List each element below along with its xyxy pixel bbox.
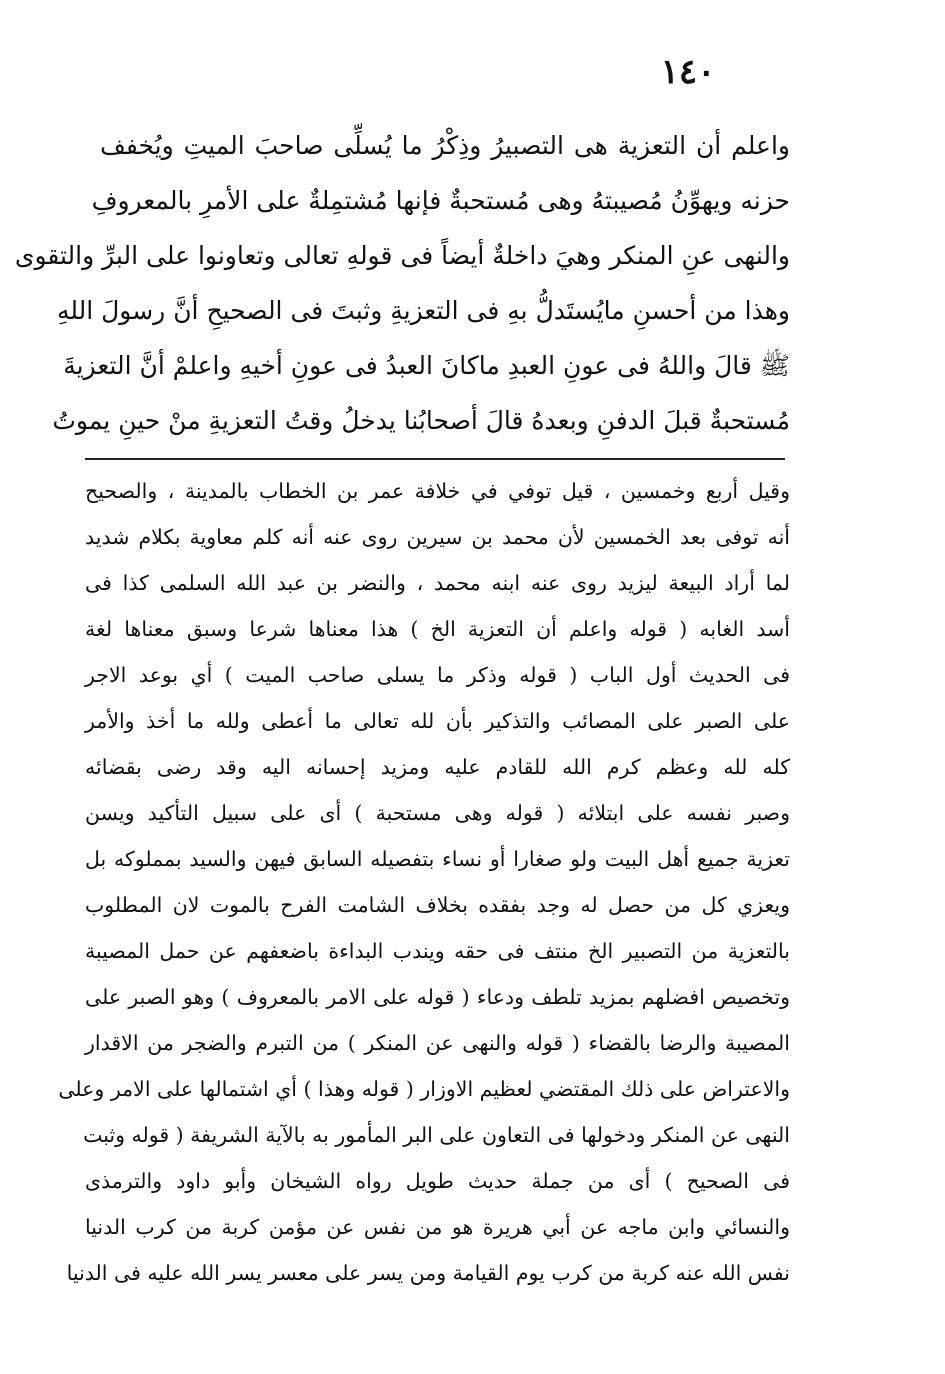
commentary-line: النهى عن المنكر ودخولها فى التعاون على البر المأمور به بالآية الشريفة ( قوله وثبت bbox=[83, 1123, 790, 1147]
commentary-line: أسد الغابه ( قوله واعلم أن التعزية الخ ) هذا معناها شرعا وسبق معناها لغة bbox=[85, 617, 790, 641]
main-text-line: والنهى عنِ المنكر وهيَ داخلةٌ أيضاً فى قولهِ تعالى وتعاونوا على البرِّ والتقوى bbox=[14, 241, 790, 270]
commentary-line: والاعتراض على ذلك المقتضي لعظيم الاوزار ( قوله وهذا ) أي اشتمالها على الامر وعلى bbox=[58, 1077, 790, 1101]
commentary-block bbox=[58, 468, 790, 1296]
commentary-line: تعزية جميع أهل البيت ولو صغارا أو نساء بتفصيله السابق فيهن والسيد بمملوكه بل bbox=[85, 847, 790, 871]
commentary-line: ويعزي كل من حصل له وجد بفقده بخلاف الشامت الفرح بالموت لان المطلوب bbox=[85, 893, 790, 917]
commentary-line: فى الصحيح ) أى من جملة حديث طويل رواه الشيخان وأبو داود والترمذى bbox=[85, 1169, 790, 1193]
commentary-line: أنه توفى بعد الخمسين لأن محمد بن سيرين روى عنه أنه كلم معاوية بكلام شديد bbox=[85, 525, 790, 549]
commentary-line: وقيل أربع وخمسين ، قيل توفي في خلافة عمر بن الخطاب بالمدينة ، والصحيح bbox=[85, 479, 790, 503]
main-text-line: مُستحبةٌ قبلَ الدفنِ وبعدهُ قالَ أصحابُنا يدخلُ وقتُ التعزيةِ منْ حينِ يموتُ bbox=[52, 406, 790, 435]
commentary-line: بالتعزية من التصبير الخ منتف فى حقه ويندب البداءة باضعفهم عن حمل المصيبة bbox=[85, 939, 790, 963]
commentary-line: نفس الله عنه كربة من كرب يوم القيامة ومن يسر على معسر يسر الله عليه فى الدنيا bbox=[66, 1261, 790, 1285]
page-number: ١٤٠ bbox=[660, 52, 716, 92]
footnote-divider bbox=[85, 458, 785, 460]
main-text-line: ﷺ قالَ واللهُ فى عونِ العبدِ ماكانَ العبدُ فى عونِ أخيهِ واعلمْ أنَّ التعزيةَ bbox=[63, 351, 790, 380]
main-text-block bbox=[14, 118, 790, 448]
commentary-line: المصيبة والرضا بالقضاء ( قوله والنهى عن المنكر ) من التبرم والضجر من الاقدار bbox=[85, 1031, 790, 1055]
commentary-line: على الصبر على المصائب والتذكير بأن لله تعالى ما أعطى ولله ما أخذ والأمر bbox=[85, 709, 790, 733]
commentary-line: كله لله وعظم كرم الله للقادم عليه ومزيد إحسانه اليه وقد رضى بقضائه bbox=[85, 755, 790, 779]
commentary-line: وتخصيص افضلهم بمزيد تلطف ودعاء ( قوله على الامر بالمعروف ) وهو الصبر على bbox=[85, 985, 790, 1009]
main-text-line: وهذا من أحسنِ مايُستَدلُّ بهِ فى التعزيةِ وثبتَ فى الصحيحِ أنَّ رسولَ اللهِ bbox=[56, 296, 790, 325]
commentary-line: فى الحديث أول الباب ( قوله وذكر ما يسلى صاحب الميت ) أي بوعد الاجر bbox=[85, 663, 790, 687]
main-text-line: حزنه ويهوِّنُ مُصيبتهُ وهى مُستحبةٌ فإنها مُشتمِلةٌ على الأمرِ بالمعروفِ bbox=[91, 186, 790, 215]
commentary-line: وصبر نفسه على ابتلائه ( قوله وهى مستحبة ) أى على سبيل التأكيد ويسن bbox=[85, 801, 790, 825]
commentary-line: لما أراد البيعة ليزيد روى عنه ابنه محمد ، والنضر بن عبد الله السلمى كذا فى bbox=[85, 571, 790, 595]
main-text-line: واعلم أن التعزية هى التصبيرُ وذِكْرُ ما يُسلِّى صاحبَ الميتِ ويُخفف bbox=[100, 131, 790, 160]
commentary-line: والنسائي وابن ماجه عن أبي هريرة هو من نفس عن مؤمن كربة من كرب الدنيا bbox=[85, 1215, 790, 1239]
